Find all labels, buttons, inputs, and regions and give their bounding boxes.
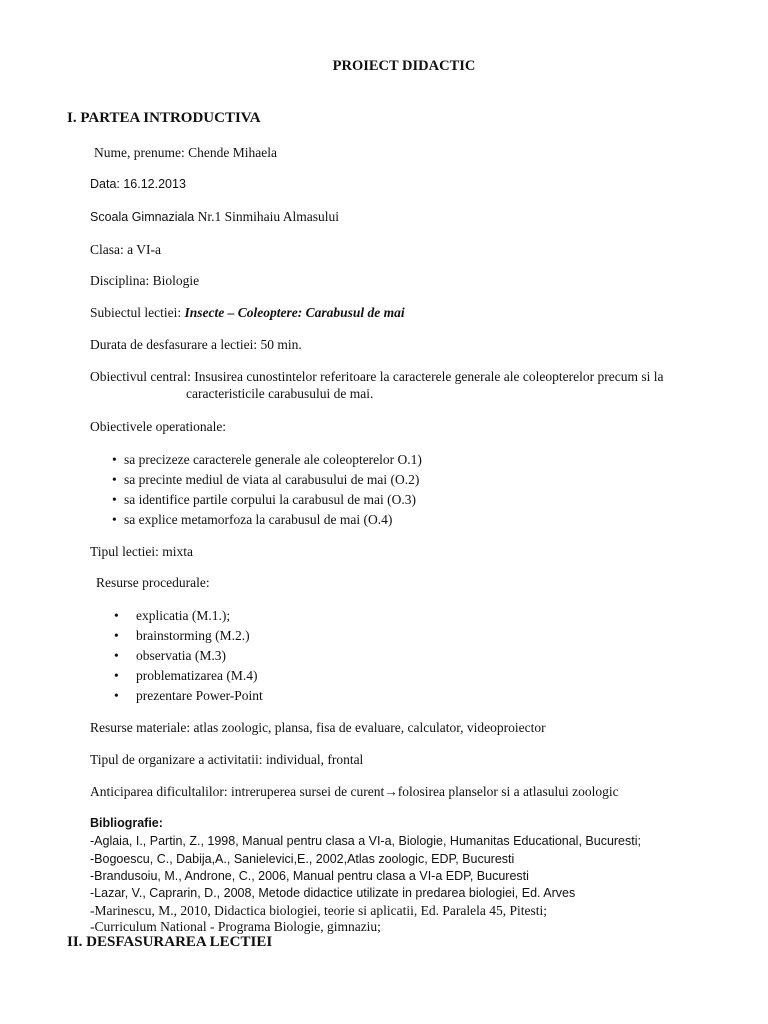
field-duration: Durata de desfasurare a lectiei: 50 min. xyxy=(90,337,302,352)
bullet-icon: • xyxy=(112,472,117,487)
list-item: • sa explice metamorfoza la carabusul de mai (O.4) xyxy=(112,512,393,527)
field-anticipation-part1: Anticiparea dificultalilor: intreruperea sursei de curent xyxy=(90,784,385,799)
bibliography-item: -Curriculum National - Programa Biologie, gimnaziu; xyxy=(90,919,381,934)
list-item: • sa identifice partile corpului la carabusul de mai (O.3) xyxy=(112,492,417,507)
bullet-icon: • xyxy=(114,608,119,623)
field-procedural-label: Resurse procedurale: xyxy=(96,575,210,590)
bullet-icon: • xyxy=(112,512,117,527)
section-heading-lesson-flow: II. DESFASURAREA LECTIEI xyxy=(67,934,273,950)
field-discipline: Disciplina: Biologie xyxy=(90,273,200,288)
bullet-icon: • xyxy=(114,668,119,683)
field-lesson-type: Tipul lectiei: mixta xyxy=(90,544,193,559)
list-item: • brainstorming (M.2.) xyxy=(114,628,250,643)
field-class: Clasa: a VI-a xyxy=(90,242,161,257)
field-subject-label: Subiectul lectiei: xyxy=(90,305,185,320)
field-school-prefix: Scoala Gimnaziala xyxy=(90,210,195,224)
bullet-icon: • xyxy=(114,628,119,643)
field-central-objective-line1: Obiectivul central: Insusirea cunostintelor referitoare la caracterele generale ale coleopterelor precum si la xyxy=(90,369,664,384)
field-organization: Tipul de organizare a activitatii: individual, frontal xyxy=(90,752,364,767)
field-materials: Resurse materiale: atlas zoologic, plansa, fisa de evaluare, calculator, videoproiector xyxy=(90,720,546,735)
field-operational-label: Obiectivele operationale: xyxy=(90,419,227,434)
field-school xyxy=(90,209,339,225)
bullet-icon: • xyxy=(114,648,119,663)
bibliography-item: -Bogoescu, C., Dabija,A., Sanielevici,E., 2002,Atlas zoologic, EDP, Bucuresti xyxy=(90,852,515,866)
bullet-icon: • xyxy=(112,452,117,467)
list-item: • explicatia (M.1.); xyxy=(114,608,231,623)
bibliography-item: -Aglaia, I., Partin, Z., 1998, Manual pentru clasa a VI-a, Biologie, Humanitas Educational, Bucuresti; xyxy=(90,834,641,848)
bibliography-item: -Marinescu, M., 2010, Didactica biologiei, teorie si aplicatii, Ed. Paralela 45, Pitesti; xyxy=(90,903,548,918)
arrow-right-icon: → xyxy=(384,784,398,799)
section-heading-introductory: I. PARTEA INTRODUCTIVA xyxy=(67,110,261,126)
list-item: • sa precizeze caracterele generale ale coleopterelor O.1) xyxy=(112,452,422,467)
list-item: • problematizarea (M.4) xyxy=(114,668,258,683)
bullet-icon: • xyxy=(114,688,119,703)
field-school-rest: Nr.1 Sinmihaiu Almasului xyxy=(194,209,339,224)
list-item: • sa precinte mediul de viata al carabusului de mai (O.2) xyxy=(112,472,420,487)
field-subject-value: Insecte – Coleoptere: Carabusul de mai xyxy=(184,305,405,320)
bibliography-item: -Brandusoiu, M., Androne, C., 2006, Manual pentru clasa a VI-a EDP, Bucuresti xyxy=(90,869,529,883)
document-title: PROIECT DIDACTIC xyxy=(332,58,476,74)
bibliography-heading: Bibliografie: xyxy=(90,816,163,830)
bullet-icon: • xyxy=(112,492,117,507)
field-anticipation-part2: folosirea planselor si a atlasului zoologic xyxy=(397,784,619,799)
field-date: Data: 16.12.2013 xyxy=(90,177,186,191)
list-item: • observatia (M.3) xyxy=(114,648,226,663)
field-anticipation xyxy=(90,784,619,800)
bibliography-item: -Lazar, V., Caprarin, D., 2008, Metode didactice utilizate in predarea biologiei, Ed. Arves xyxy=(90,886,576,900)
field-central-objective-line2: caracteristicile carabusului de mai. xyxy=(186,386,374,401)
list-item: • prezentare Power-Point xyxy=(114,688,263,703)
field-name: Nume, prenume: Chende Mihaela xyxy=(94,145,277,160)
field-subject xyxy=(90,305,405,321)
